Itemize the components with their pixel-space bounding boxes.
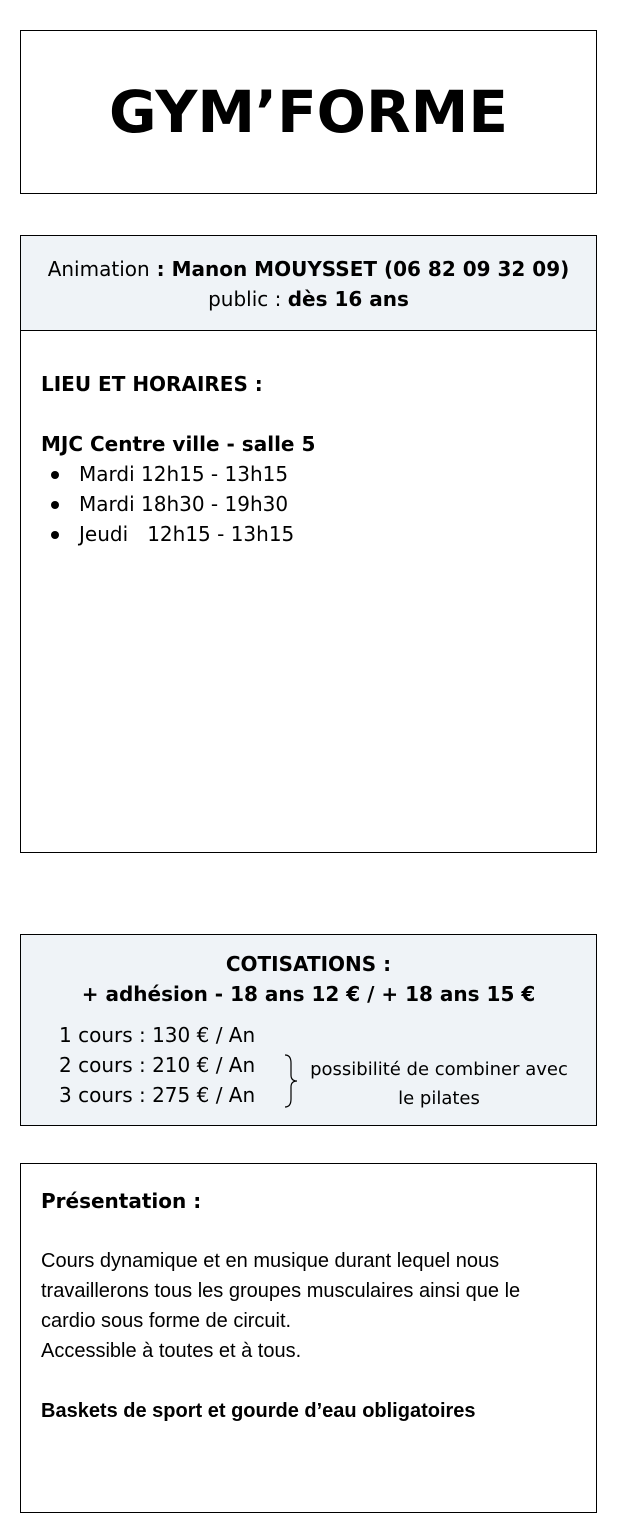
schedule-item: [79, 519, 596, 549]
info-body: [21, 331, 596, 549]
info-header: [21, 236, 596, 331]
price-list: [59, 1020, 255, 1110]
presentation-text: Accessible à toutes et à tous.: [41, 1340, 302, 1362]
public-value: dès 16 ans: [287, 287, 409, 311]
presentation-box: [20, 1163, 597, 1513]
title-box: [20, 30, 597, 194]
cotisations-box: [20, 934, 597, 1126]
animation-value: : Manon MOUYSSET (06 82 09 32 09): [149, 257, 570, 281]
info-box: [20, 235, 597, 853]
adhesion-line: + adhésion - 18 ans 12 € / + 18 ans 15 €: [81, 982, 536, 1006]
bullet-icon: [51, 531, 59, 539]
public-label: public :: [208, 287, 288, 311]
public-line: [21, 284, 596, 314]
schedule-section-title: LIEU ET HORAIRES :: [41, 372, 263, 396]
schedule-list: [41, 459, 596, 549]
page-title: GYM’FORME: [108, 78, 508, 146]
schedule-item-text: Mardi 18h30 - 19h30: [79, 492, 289, 516]
presentation-text: Cours dynamique et en musique durant lequel nous travaillerons tous les groupes musculaires ainsi que le cardio sous forme de circuit.: [41, 1250, 521, 1332]
schedule-item: [79, 459, 596, 489]
schedule-item: [79, 489, 596, 519]
schedule-item-text: Mardi 12h15 - 13h15: [79, 462, 289, 486]
brace-icon: [283, 1053, 299, 1109]
bullet-icon: [51, 501, 59, 509]
cotisations-header: [21, 935, 596, 1009]
place-name: MJC Centre ville - salle 5: [41, 432, 316, 456]
bullet-icon: [51, 471, 59, 479]
cotisations-title: COTISATIONS :: [225, 952, 392, 976]
presentation-title: Présentation :: [41, 1189, 202, 1213]
animation-line: [21, 254, 596, 284]
price-item: 1 cours : 130 € / An: [59, 1023, 256, 1047]
price-item: 2 cours : 210 € / An: [59, 1053, 256, 1077]
price-item: 3 cours : 275 € / An: [59, 1083, 256, 1107]
schedule-item-text: Jeudi 12h15 - 13h15: [79, 522, 295, 546]
combine-note: possibilité de combiner avec le pilates: [310, 1059, 568, 1109]
animation-label: Animation: [47, 257, 150, 281]
presentation-note: Baskets de sport et gourde d’eau obligatoires: [41, 1400, 476, 1422]
